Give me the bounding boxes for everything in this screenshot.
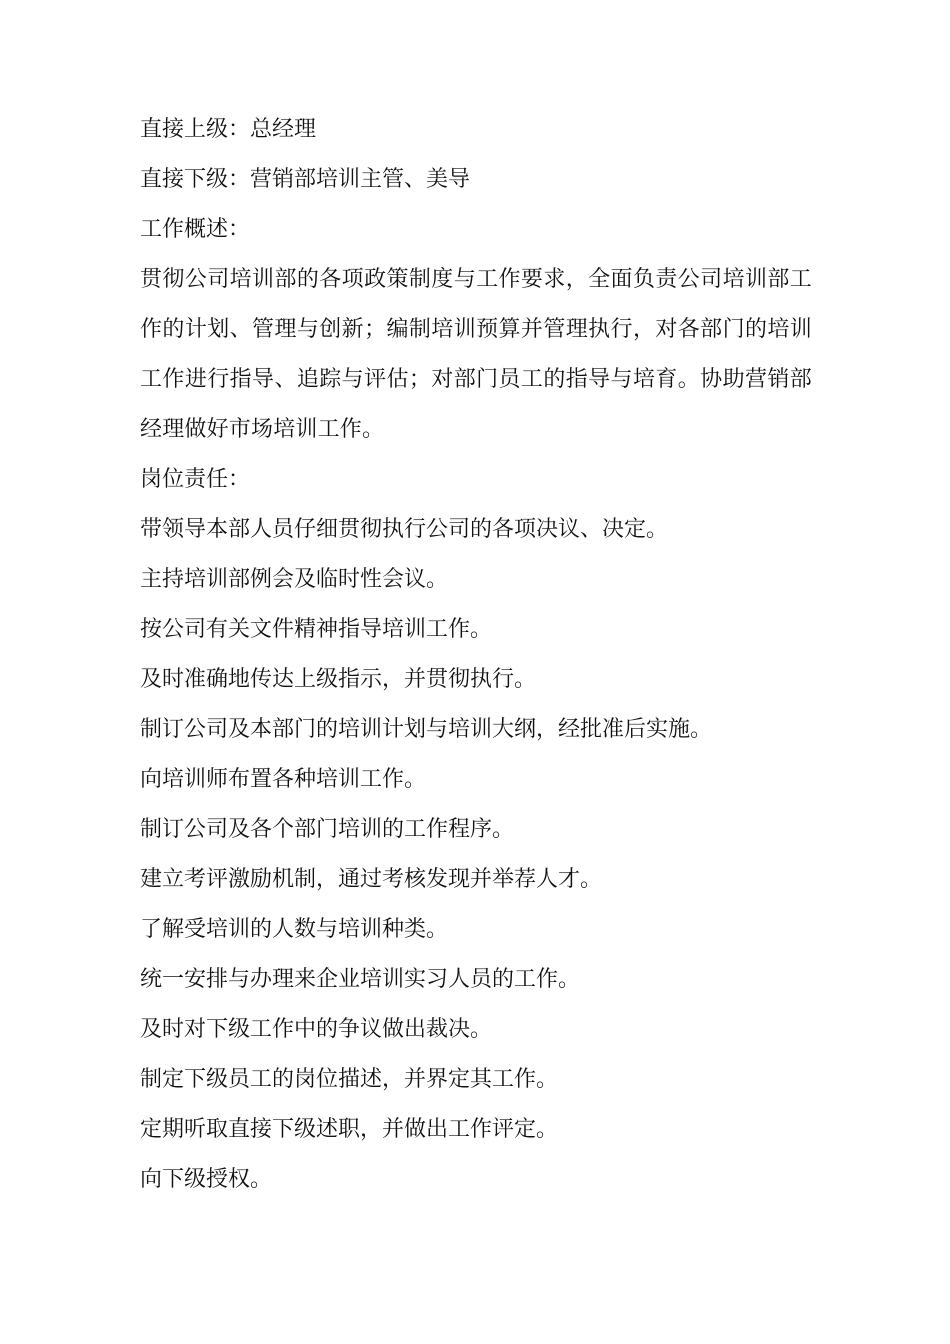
responsibility-item: 建立考评激励机制，通过考核发现并举荐人才。 (140, 867, 603, 892)
responsibility-item: 制订公司及本部门的培训计划与培训大纲，经批准后实施。 (140, 717, 713, 742)
direct-superior-line: 直接上级：总经理 (140, 117, 317, 142)
responsibility-item: 及时准确地传达上级指示，并贯彻执行。 (140, 667, 537, 692)
responsibility-item: 按公司有关文件精神指导培训工作。 (140, 617, 493, 642)
responsibility-item: 制定下级员工的岗位描述，并界定其工作。 (140, 1067, 559, 1092)
responsibilities-heading: 岗位责任： (140, 467, 251, 492)
responsibility-item: 主持培训部例会及临时性会议。 (140, 567, 449, 592)
overview-paragraph: 贯彻公司培训部的各项政策制度与工作要求，全面负责公司培训部工作的计划、管理与创新；编制培训预算并管理执行，对各部门的培训工作进行指导、追踪与评估；对部门员工的指导与培育。协助营销部经理做好市场培训工作。 (140, 267, 812, 442)
responsibility-item: 带领导本部人员仔细贯彻执行公司的各项决议、决定。 (140, 517, 669, 542)
overview-heading: 工作概述： (140, 217, 251, 242)
responsibility-item: 向培训师布置各种培训工作。 (140, 767, 427, 792)
document-body (140, 105, 812, 1205)
responsibility-item: 了解受培训的人数与培训种类。 (140, 917, 449, 942)
responsibility-item: 及时对下级工作中的争议做出裁决。 (140, 1017, 493, 1042)
responsibility-item: 制订公司及各个部门培训的工作程序。 (140, 817, 515, 842)
direct-subordinate-line: 直接下级：营销部培训主管、美导 (140, 167, 471, 192)
responsibility-item: 统一安排与办理来企业培训实习人员的工作。 (140, 967, 581, 992)
responsibility-item: 向下级授权。 (140, 1167, 273, 1192)
responsibility-item: 定期听取直接下级述职，并做出工作评定。 (140, 1117, 559, 1142)
